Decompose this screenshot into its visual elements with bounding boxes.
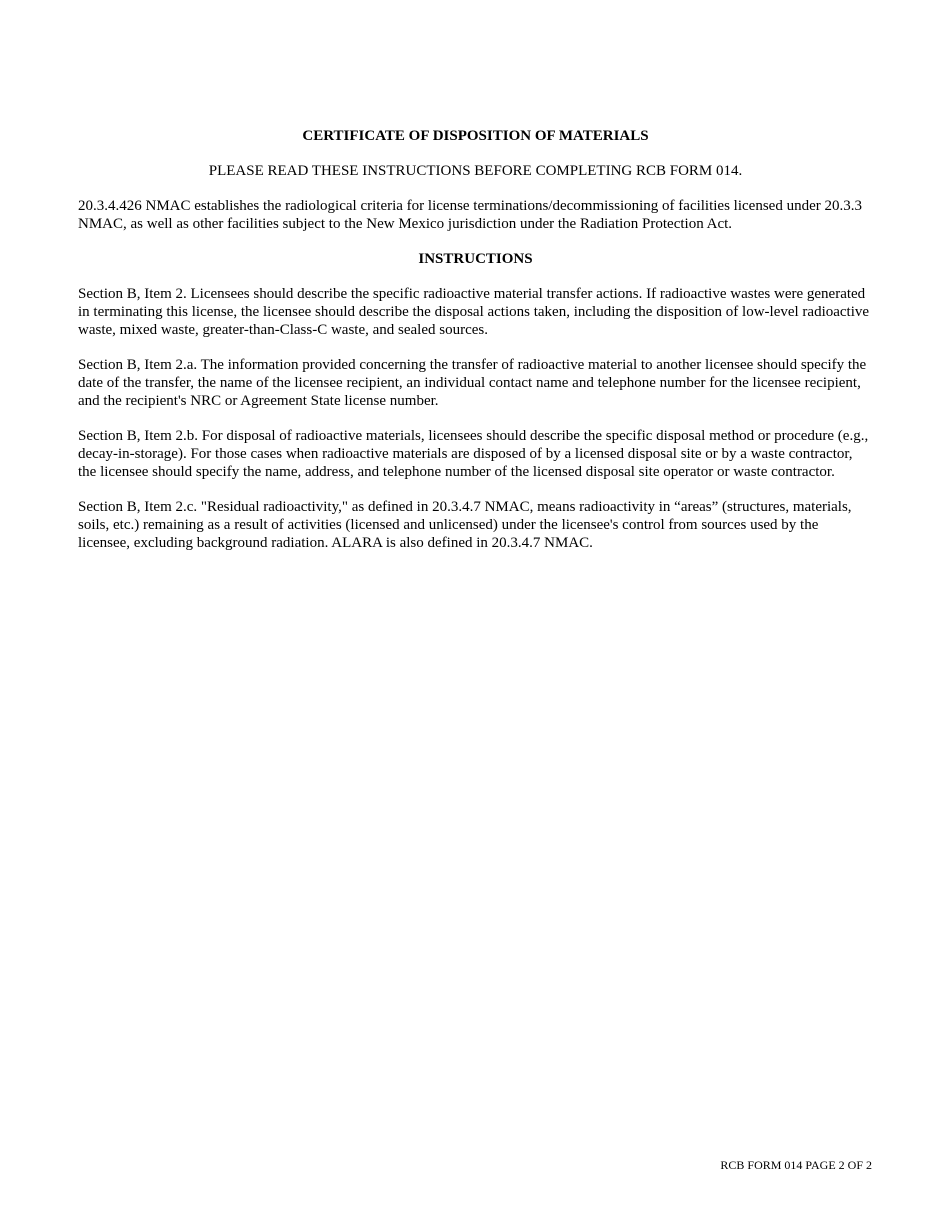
document-subtitle: PLEASE READ THESE INSTRUCTIONS BEFORE COMPLETING RCB FORM 014.: [208, 163, 743, 179]
document-title: CERTIFICATE OF DISPOSITION OF MATERIALS: [302, 128, 649, 144]
instructions-heading: INSTRUCTIONS: [418, 251, 533, 267]
section-b-item-2: Section B, Item 2. Licensees should describe the specific radioactive material transfer actions. If radioactive wastes were generated in terminating this license, the licensee should describe the disposal actions taken, including the disposition of low-level radioactive waste, mixed waste, greater-than-Class-C waste, and sealed sources.: [78, 286, 870, 338]
section-b-item-2b: Section B, Item 2.b. For disposal of radioactive materials, licensees should describe the specific disposal method or procedure (e.g., decay-in-storage). For those cases when radioactive materials are disposed of by a licensed disposal site or by a waste contractor, the licensee should specify the name, address, and telephone number of the licensed disposal site operator or waste contractor.: [78, 428, 869, 480]
page-footer: RCB FORM 014 PAGE 2 OF 2: [720, 1158, 872, 1172]
section-b-item-2c: Section B, Item 2.c. "Residual radioactivity," as defined in 20.3.4.7 NMAC, means radioactivity in “areas” (structures, materials, soils, etc.) remaining as a result of activities (licensed and unlicensed) under the licensee's control from sources used by the licensee, excluding background radiation. ALARA is also defined in 20.3.4.7 NMAC.: [78, 499, 852, 551]
intro-paragraph: 20.3.4.426 NMAC establishes the radiological criteria for license terminations/decommissioning of facilities licensed under 20.3.3 NMAC, as well as other facilities subject to the New Mexico jurisdiction under the Radiation Protection Act.: [78, 198, 862, 232]
section-b-item-2a: Section B, Item 2.a. The information provided concerning the transfer of radioactive material to another licensee should specify the date of the transfer, the name of the licensee recipient, an individual contact name and telephone number for the licensee recipient, and the recipient's NRC or Agreement State license number.: [78, 357, 867, 409]
document-page: [78, 127, 873, 552]
